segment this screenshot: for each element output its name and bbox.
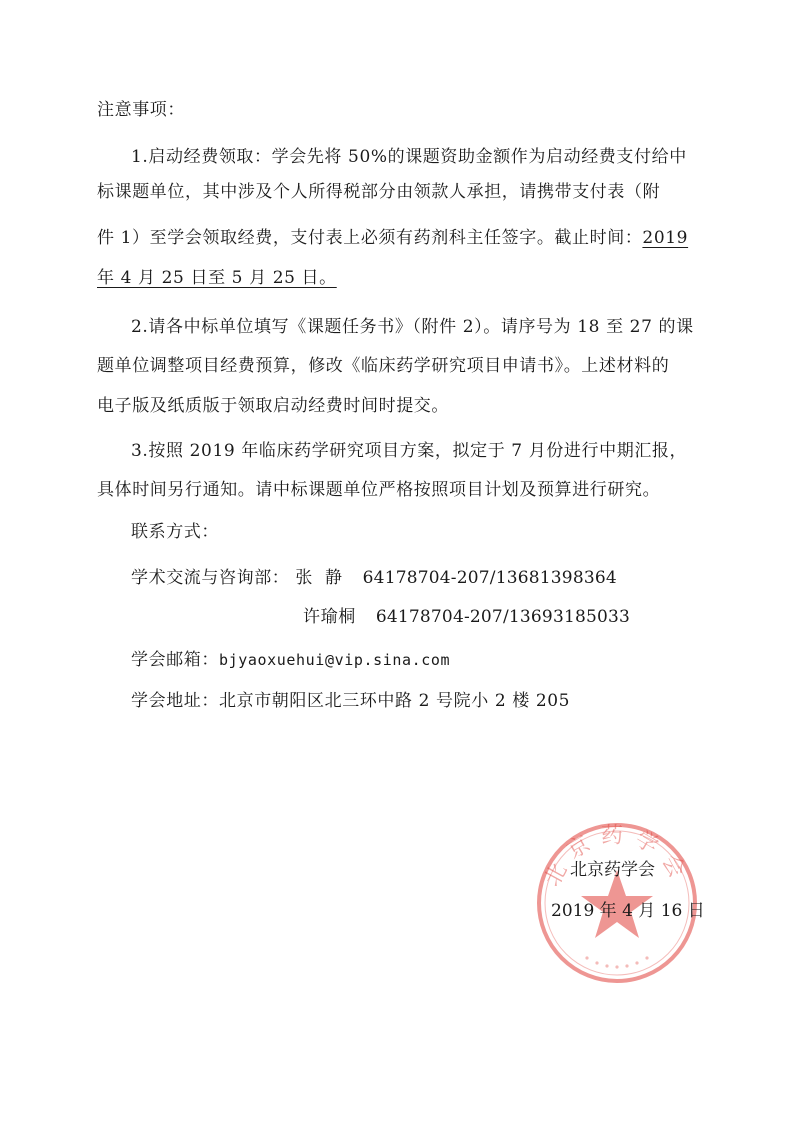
contact-row-address <box>131 689 731 713</box>
address-label: 学会地址： <box>131 691 219 711</box>
signature-date: 2019 年 4 月 16 日 <box>551 901 705 921</box>
item1-line2: 标课题单位，其中涉及个人所得税部分由领款人承担，请携带支付表（附 <box>97 182 661 202</box>
signature-org: 北京药学会 <box>570 860 655 880</box>
notice-heading: 注意事项： <box>97 100 185 120</box>
email-value: bjyaoxuehui@vip.sina.com <box>219 651 451 669</box>
person1-name: 张 静 <box>295 568 343 588</box>
item2-line3: 电子版及纸质版于领取启动经费时间时提交。 <box>97 396 449 416</box>
item2-line2: 题单位调整项目经费预算，修改《临床药学研究项目申请书》。上述材料的 <box>97 356 670 376</box>
contact-row-person2 <box>303 605 793 629</box>
item3-line1: 3.按照 2019 年临床药学研究项目方案，拟定于 7 月份进行中期汇报， <box>131 441 688 461</box>
person1-phone: 64178704-207/13681398364 <box>362 568 617 588</box>
address-value: 北京市朝阳区北三环中路 2 号院小 2 楼 205 <box>219 691 571 711</box>
seal-bottom-dots <box>585 956 648 968</box>
item2-line1: 2.请各中标单位填写《课题任务书》（附件 2）。请序号为 18 至 27 的课 <box>131 317 694 337</box>
contact-heading: 联系方式： <box>131 522 219 542</box>
seal-text: 北京药学会 <box>540 823 694 891</box>
person2-phone: 64178704-207/13693185033 <box>375 607 631 627</box>
item1-line3 <box>97 226 697 250</box>
person2-name: 许瑜桐 <box>303 607 356 627</box>
contact-row-person1 <box>131 566 731 590</box>
item1-line4 <box>97 266 697 290</box>
item1-line1: 1.启动经费领取：学会先将 50%的课题资助金额作为启动经费支付给中 <box>131 147 687 167</box>
dept-label: 学术交流与咨询部： <box>131 568 290 588</box>
item3-line2: 具体时间另行通知。请中标课题单位严格按照项目计划及预算进行研究。 <box>97 480 661 500</box>
item1-deadline-range: 年 4 月 25 日至 5 月 25 日。 <box>97 268 337 288</box>
item1-line3-text: 件 1）至学会领取经费，支付表上必须有药剂科主任签字。截止时间： <box>97 228 643 248</box>
contact-row-email <box>131 648 731 672</box>
item1-deadline-year: 2019 <box>642 228 689 248</box>
email-label: 学会邮箱： <box>131 650 219 670</box>
